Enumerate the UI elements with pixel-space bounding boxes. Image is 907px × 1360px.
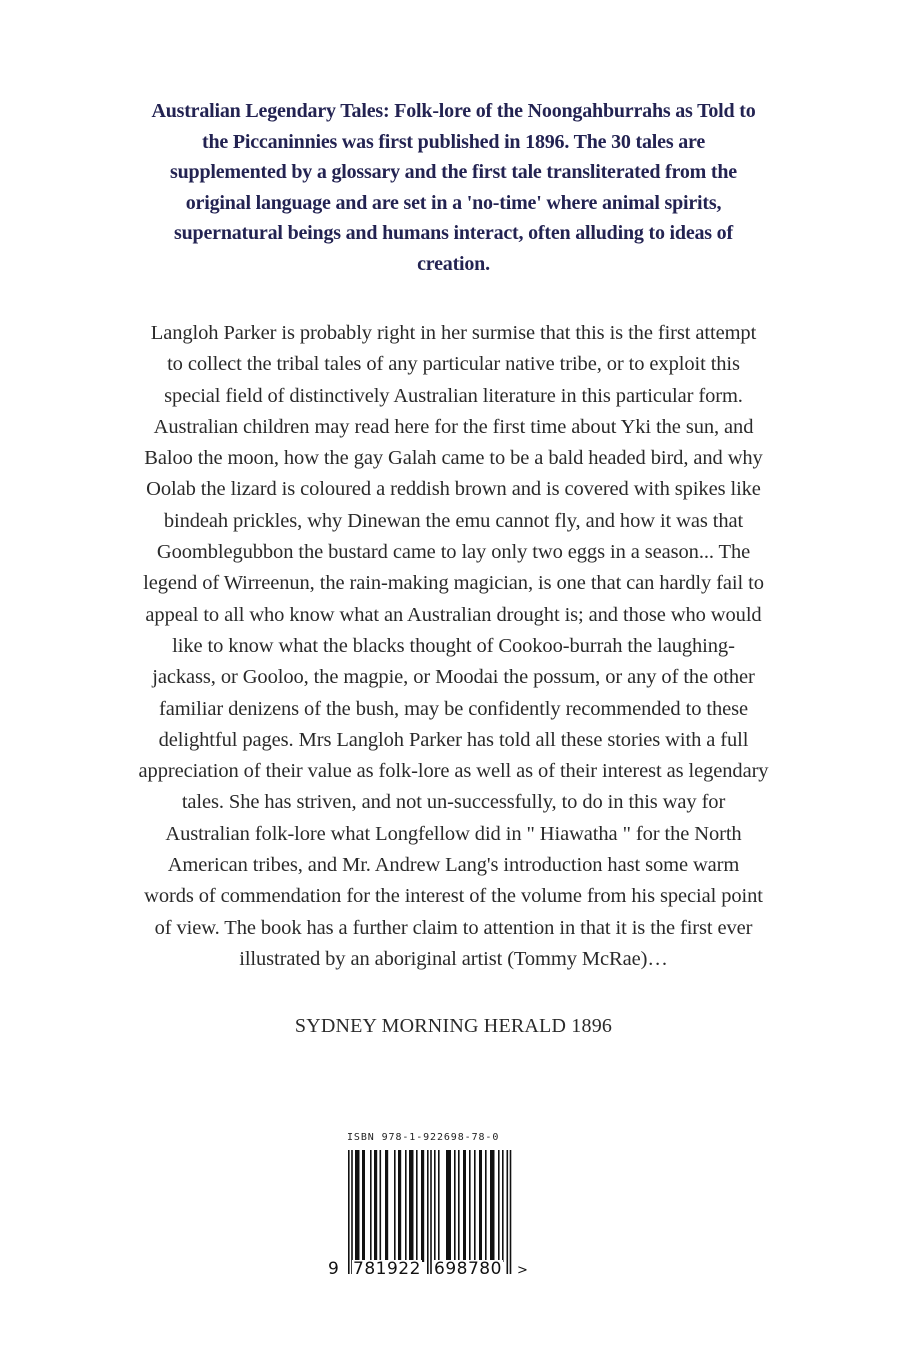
- ean-first-digit: 9: [328, 1259, 340, 1279]
- review-line: of view. The book has a further claim to attention in that it is the first ever: [154, 916, 753, 939]
- review-line: tales. She has striven, and not un-successfully, to do in this way for: [181, 791, 726, 814]
- isbn-label: ISBN 978-1-922698-78-0: [347, 1132, 500, 1143]
- review-line: appreciation of their value as folk-lore as well as of their interest as legendary: [138, 760, 769, 783]
- review-line: familiar denizens of the bush, may be confidently recommended to these: [158, 697, 748, 720]
- blurb-line: original language and are set in a 'no-time' where animal spirits,: [185, 191, 722, 214]
- review-line: jackass, or Gooloo, the magpie, or Moodai the possum, or any of the other: [152, 666, 755, 689]
- ean-left-digits: 781922: [353, 1259, 421, 1279]
- blurb-line: the Piccaninnies was first published in 1896. The 30 tales are: [201, 130, 705, 153]
- blurb-line: Australian Legendary Tales: Folk-lore of the Noongahburrahs as Told to: [151, 100, 756, 122]
- blurb-line: supplemented by a glossary and the first tale transliterated from the: [170, 161, 737, 183]
- review-source: SYDNEY MORNING HERALD 1896: [294, 1015, 613, 1037]
- review-line: appeal to all who know what an Australian drought is; and those who would: [145, 603, 762, 626]
- review-line: illustrated by an aboriginal artist (Tommy McRae)…: [239, 947, 668, 970]
- quiet-zone-arrow-icon: >: [517, 1263, 528, 1278]
- review-line: Australian children may read here for the first time about Yki the sun, and: [153, 415, 754, 438]
- review-line: like to know what the blacks thought of Cookoo-burrah the laughing-: [172, 634, 735, 657]
- publisher-blurb: [60, 96, 847, 279]
- review-line: special field of distinctively Australian literature in this particular form.: [164, 384, 743, 407]
- review-line: words of commendation for the interest of the volume from his special point: [144, 885, 763, 908]
- review-line: delightful pages. Mrs Langloh Parker has told all these stories with a full: [158, 728, 749, 751]
- blurb-line: creation.: [417, 252, 490, 275]
- isbn-barcode: [330, 1128, 530, 1288]
- ean-right-digits: 698780: [434, 1259, 502, 1279]
- review-line: Australian folk-lore what Longfellow did in " Hiawatha " for the North: [165, 822, 742, 845]
- review-line: Langloh Parker is probably right in her surmise that this is the first attempt: [150, 322, 757, 344]
- review-line: legend of Wirreenun, the rain-making magician, is one that can hardly fail to: [143, 572, 764, 595]
- review-line: Baloo the moon, how the gay Galah came to be a bald headed bird, and why: [144, 447, 763, 470]
- review-line: to collect the tribal tales of any particular native tribe, or to exploit this: [167, 353, 740, 376]
- review-line: Oolab the lizard is coloured a reddish brown and is covered with spikes like: [146, 478, 761, 501]
- review-line: Goomblegubbon the bustard came to lay only two eggs in a season... The: [156, 541, 751, 564]
- review-quote: [60, 318, 847, 975]
- blurb-line: supernatural beings and humans interact, often alluding to ideas of: [174, 222, 733, 244]
- review-line: American tribes, and Mr. Andrew Lang's introduction hast some warm: [167, 854, 740, 877]
- review-line: bindeah prickles, why Dinewan the emu cannot fly, and how it was that: [163, 509, 744, 532]
